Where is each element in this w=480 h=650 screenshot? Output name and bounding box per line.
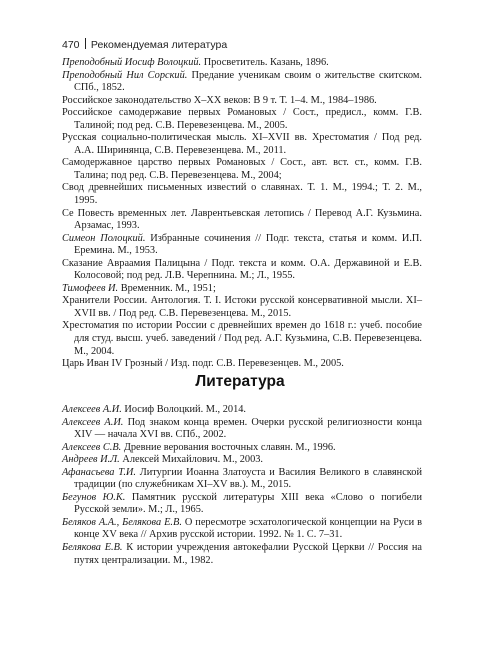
- entry-text: Хрестоматия по истории России с древнейших времен до 1618 г.: учеб. пособие для студ. высш. учеб. заведений / Под ред. А.Г. Кузьмина, С.В. Перевезенцева. М., 2004.: [62, 320, 422, 357]
- literature-entry: [62, 417, 422, 442]
- entry-text: Под знаком конца времен. Очерки русской религиозности конца XIV — начала XVI вв. СПб., 2002.: [74, 416, 422, 441]
- literature-list: [62, 404, 422, 567]
- source-entry: [62, 320, 422, 358]
- entry-author: Алексеев А.И.: [62, 416, 124, 428]
- entry-text: Временник. М., 1951;: [118, 282, 216, 294]
- entry-text: Предание ученикам своим о жительстве скитском. СПб., 1852.: [74, 69, 423, 94]
- source-entry: [62, 258, 422, 283]
- source-entry: [62, 70, 422, 95]
- entry-text: Царь Иван IV Грозный / Изд. подг. С.В. Перевезенцев. М., 2005.: [62, 358, 344, 370]
- entry-text: Литургии Иоанна Златоуста и Василия Великого в славянской традиции (по служебникам XI–XV вв.). М., 2015.: [74, 466, 423, 491]
- entry-author: Бегунов Ю.К.: [62, 491, 126, 503]
- literature-entry: [62, 454, 422, 467]
- running-head: [62, 38, 227, 51]
- entry-text: Иосиф Волоцкий. М., 2014.: [121, 404, 246, 415]
- entry-text: Сказание Авраамия Палицына / Подг. текста и комм. О.А. Державиной и Е.В. Колосовой; под ред. Л.В. Черепнина. М.; Л., 1955.: [62, 257, 422, 282]
- entry-author: Белякова Е.В.: [62, 542, 123, 554]
- source-entry: [62, 295, 422, 320]
- source-entry: [62, 95, 422, 108]
- literature-entry: [62, 442, 422, 455]
- literature-entry: [62, 542, 422, 567]
- entry-author: Преподобный Иосиф Волоцкий.: [62, 57, 202, 68]
- running-title: Рекомендуемая литература: [90, 39, 228, 51]
- entry-text: Свод древнейших письменных известий о славянах. Т. 1. М., 1994.; Т. 2. М., 1995.: [62, 182, 422, 207]
- source-entry: [62, 157, 422, 182]
- header-divider: [85, 38, 86, 49]
- entry-text: Самодержавное царство первых Романовых / Сост., авт. вст. ст., комм. Г.В. Талина; под ред. С.В. Перевезенцева. М., 2004;: [62, 157, 422, 181]
- entry-author: Беляков А.А., Белякова Е.В.: [62, 516, 182, 528]
- entry-text: Алексей Михайлович. М., 2003.: [119, 454, 264, 466]
- entry-text: Просветитель. Казань, 1896.: [201, 57, 329, 68]
- entry-text: К истории учреждения автокефалии Русской Церкви // Россия на путях централизации. М., 1982.: [74, 542, 422, 566]
- entry-text: Древние верования восточных славян. М., 1996.: [121, 441, 336, 453]
- literature-entry: [62, 404, 422, 417]
- source-entry: [62, 283, 422, 296]
- source-entry: [62, 358, 422, 371]
- entry-author: Симеон Полоцкий.: [62, 232, 146, 244]
- entry-text: Российское законодательство X–XX веков: В 9 т. Т. 1–4. М., 1984–1986.: [62, 94, 377, 106]
- section-heading-literature: Литература: [195, 373, 285, 390]
- source-entry: [62, 57, 422, 70]
- entry-text: Избранные сочинения // Подг. текста, статья и комм. И.П. Еремина. М., 1953.: [74, 232, 422, 257]
- entry-text: Се Повесть временных лет. Лаврентьевская летопись / Перевод А.Г. Кузьмина. Арзамас, 1993.: [62, 207, 422, 232]
- entry-text: Русская социально-политическая мысль. XI–XVII вв. Хрестоматия / Под ред. А.А. Ширинянца, С.В. Перевезенцева. М., 2011.: [62, 132, 422, 156]
- page-number: 470: [62, 39, 80, 51]
- entry-author: Андреев И.Л.: [62, 454, 120, 466]
- source-entry: [62, 182, 422, 207]
- entry-text: О пересмотре эсхатологической концепции на Руси в конце XV века // Архив русской истории. 1992. № 1. С. 7–31.: [74, 516, 422, 541]
- literature-entry: [62, 467, 422, 492]
- entry-author: Преподобный Нил Сорский.: [62, 69, 188, 81]
- entry-author: Тимофеев И.: [62, 282, 119, 294]
- entry-author: Алексеев А.И.: [62, 404, 122, 415]
- source-entry: [62, 107, 422, 132]
- source-entry: [62, 233, 422, 258]
- entry-text: Памятник русской литературы XIII века «Слово о погибели Русской земли». М.; Л., 1965.: [74, 491, 422, 516]
- entry-text: Российское самодержавие первых Романовых / Сост., предисл., комм. Г.В. Талиной; под ред. С.В. Перевезенцева. М., 2005.: [62, 107, 422, 131]
- entry-author: Алексеев С.В.: [62, 441, 122, 453]
- source-entry: [62, 132, 422, 157]
- sources-list: [62, 57, 422, 371]
- literature-entry: [62, 517, 422, 542]
- entry-text: Хранители России. Антология. Т. I. Истоки русской консервативной мысли. XI–XVII вв. / Под ред. С.В. Перевезенцева. М., 2015.: [62, 295, 422, 319]
- literature-entry: [62, 492, 422, 517]
- source-entry: [62, 208, 422, 233]
- entry-author: Афанасьева Т.И.: [62, 466, 136, 478]
